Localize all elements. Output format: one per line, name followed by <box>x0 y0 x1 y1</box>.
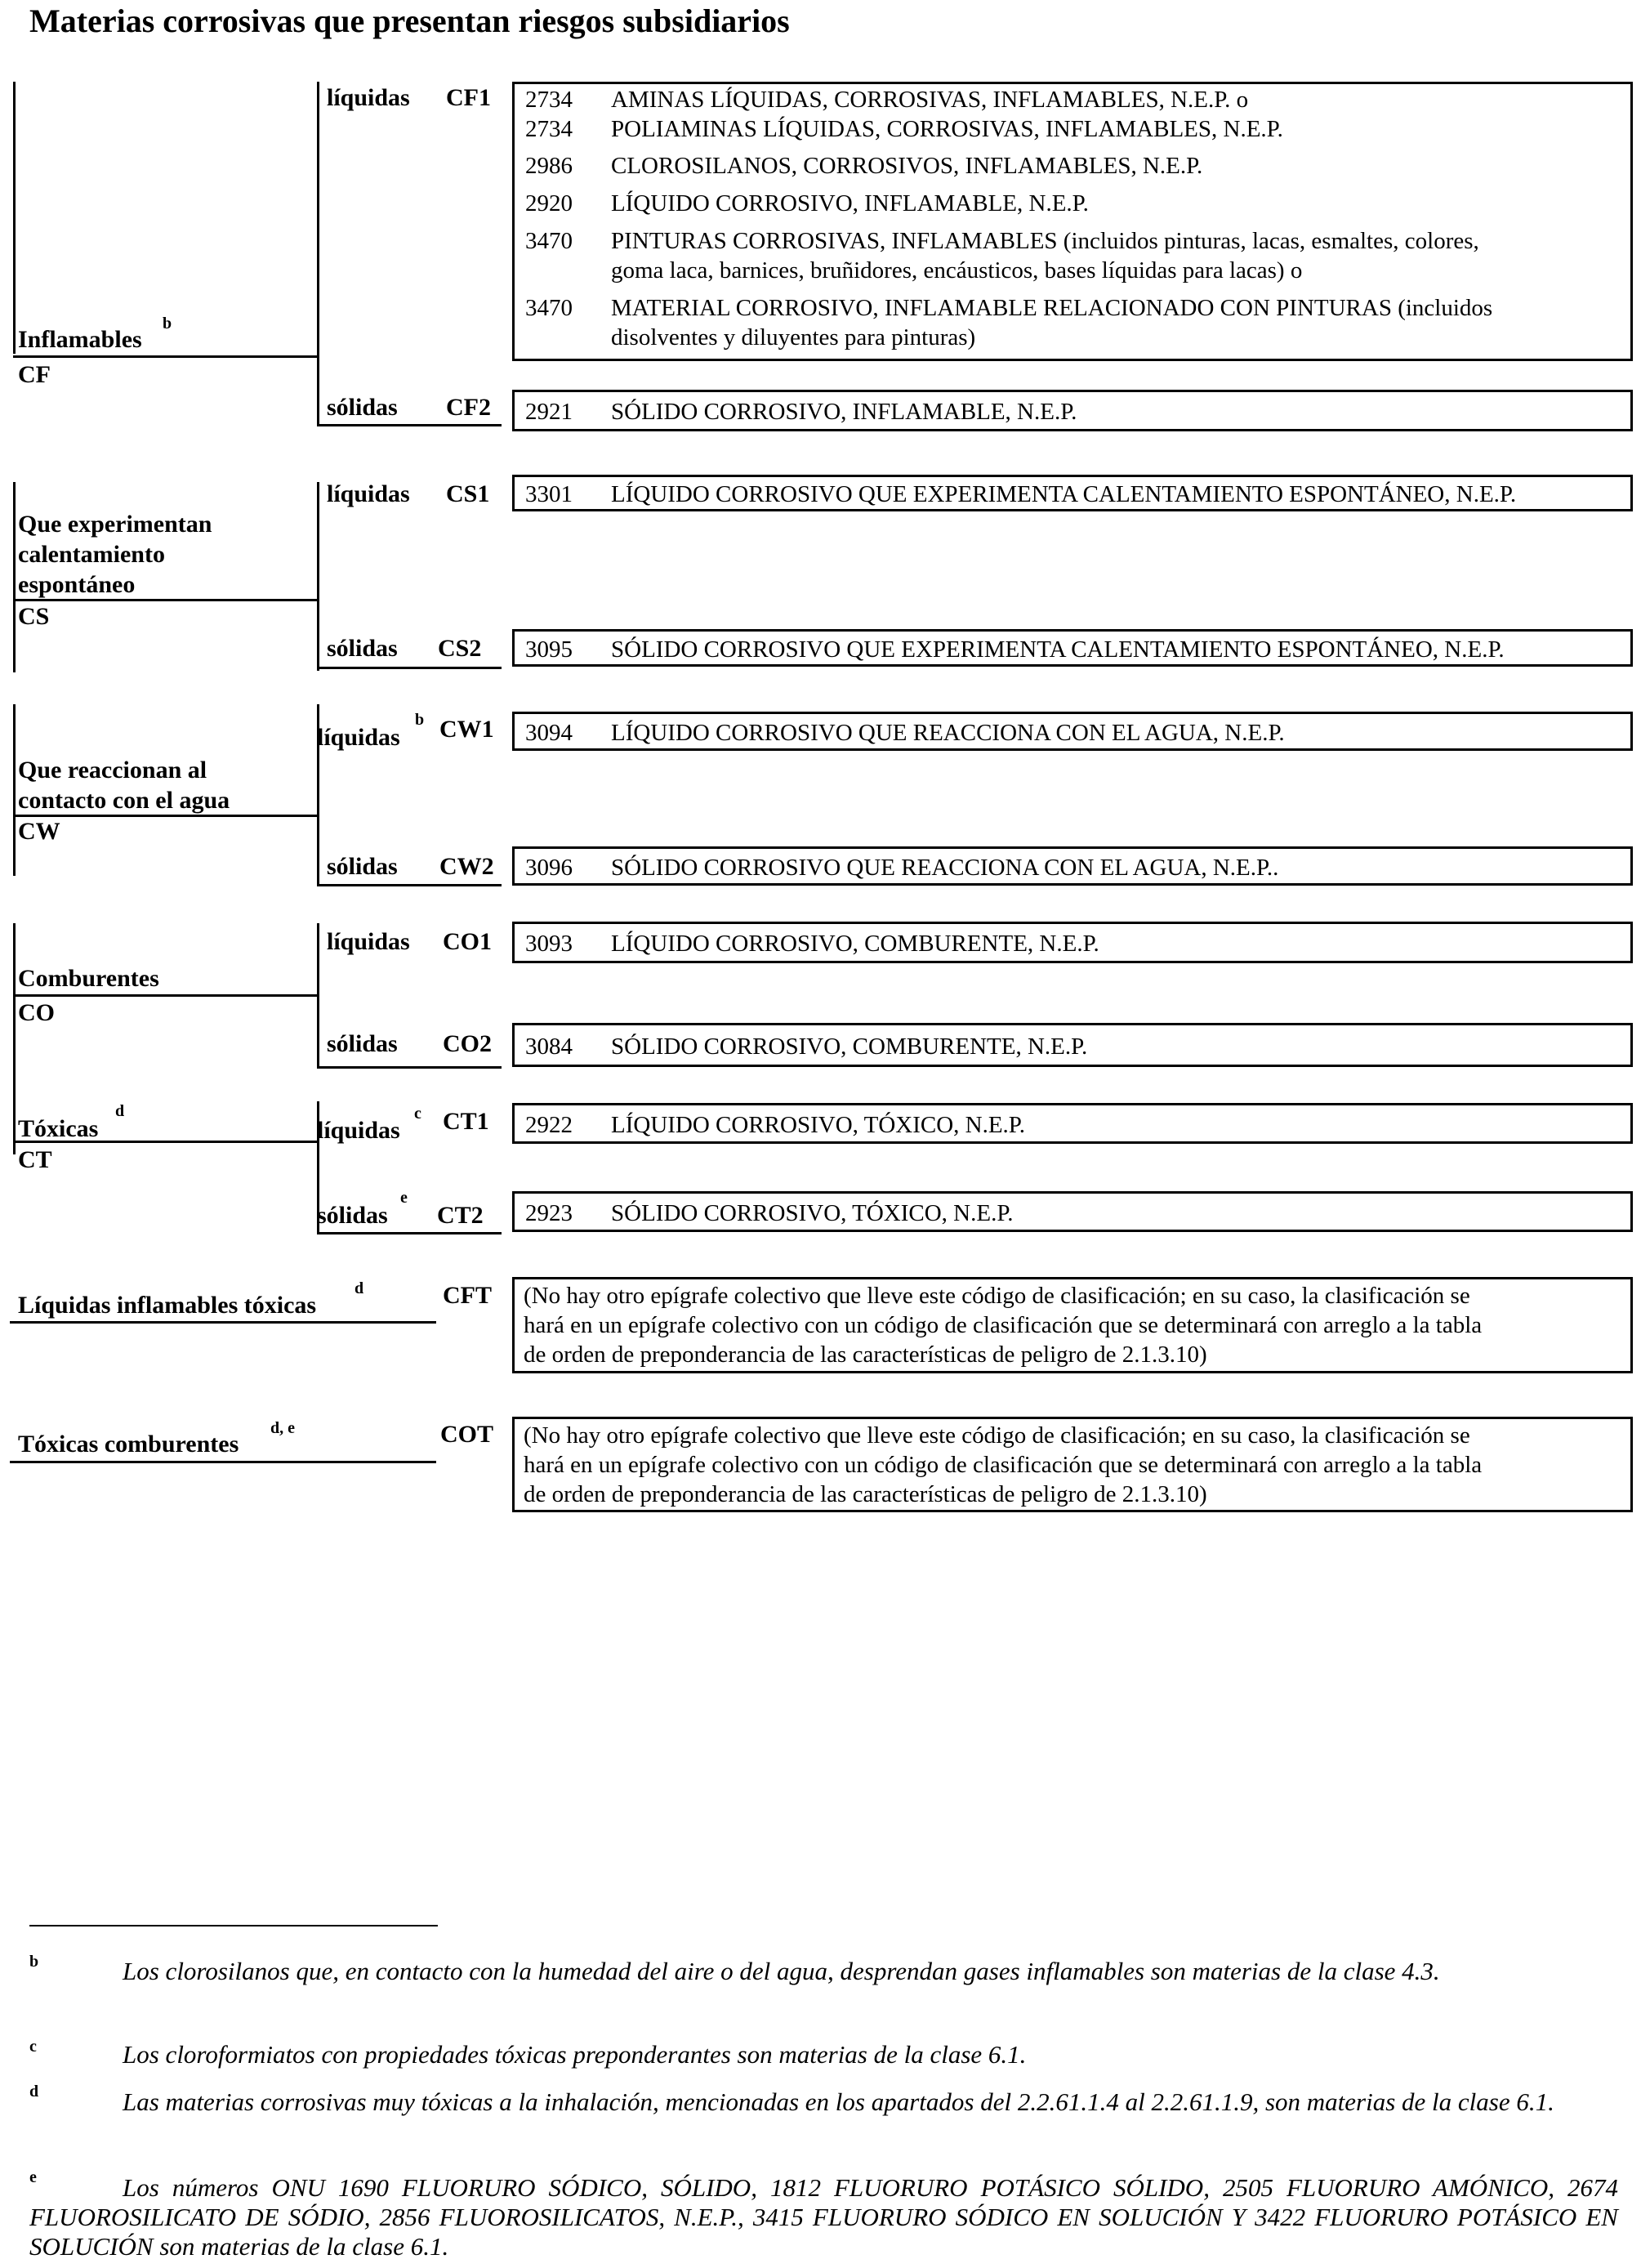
category-code: CO <box>18 999 55 1026</box>
bracket-line <box>13 923 16 1101</box>
entry-box <box>512 922 1633 963</box>
entry-box <box>512 846 1633 886</box>
footnote-text: Los clorosilanos que, en contacto con la humedad del aire o del agua, desprendan gases inflamables son materias de la clase 4.3. <box>123 1957 1440 1985</box>
state-label: sólidas <box>327 853 398 880</box>
un-number: 3096 <box>525 855 573 881</box>
un-number: 3301 <box>525 481 573 507</box>
bracket-line <box>317 482 319 671</box>
state-label: sólidas <box>327 635 398 662</box>
divider <box>317 424 502 426</box>
category-name: Líquidas inflamables tóxicas <box>18 1292 317 1319</box>
divider <box>10 1461 436 1463</box>
divider <box>13 599 319 601</box>
entry-text: PINTURAS CORROSIVAS, INFLAMABLES (incluidos pinturas, lacas, esmaltes, colores, <box>611 228 1479 254</box>
un-number: 2986 <box>525 153 573 179</box>
entry-box <box>512 712 1633 751</box>
un-number: 3095 <box>525 636 573 663</box>
state-label: sólidas <box>327 1030 398 1057</box>
un-number: 3094 <box>525 720 573 746</box>
footnote-ref: d, e <box>270 1419 295 1437</box>
un-number: 2921 <box>525 399 573 425</box>
note-box <box>512 1417 1633 1512</box>
bracket-line <box>317 82 319 426</box>
category-code: CT <box>18 1146 52 1173</box>
entry-text: AMINAS LÍQUIDAS, CORROSIVAS, INFLAMABLES, N.E.P. o <box>611 87 1249 113</box>
note-text: hará en un epígrafe colectivo con un código de clasificación que se determinará con arreglo a la tabla <box>524 1452 1483 1478</box>
footnote-ref: b <box>163 315 172 333</box>
entry-box <box>512 475 1633 511</box>
footnote-mark: d <box>29 2083 39 2101</box>
entry-text: SÓLIDO CORROSIVO QUE REACCIONA CON EL AGUA, N.E.P.. <box>611 855 1279 881</box>
group-code: CO2 <box>443 1030 492 1057</box>
group-code: CFT <box>443 1282 492 1309</box>
un-number: 2920 <box>525 190 573 217</box>
un-number: 3470 <box>525 228 573 254</box>
un-number: 2734 <box>525 87 573 113</box>
group-code: CW1 <box>439 716 494 743</box>
entry-text: SÓLIDO CORROSIVO, COMBURENTE, N.E.P. <box>611 1034 1088 1060</box>
un-number: 3084 <box>525 1034 573 1060</box>
entry-box <box>512 629 1633 667</box>
footnote-ref: b <box>415 711 425 729</box>
category-code: CS <box>18 603 50 630</box>
page-title: Materias corrosivas que presentan riesgos subsidiarios <box>29 2 790 39</box>
entry-text: SÓLIDO CORROSIVO, TÓXICO, N.E.P. <box>611 1200 1014 1226</box>
entry-text: LÍQUIDO CORROSIVO QUE EXPERIMENTA CALENTAMIENTO ESPONTÁNEO, N.E.P. <box>611 481 1517 507</box>
state-label: líquidas <box>327 928 410 955</box>
footnote-text: Los números ONU 1690 FLUORURO SÓDICO, SÓLIDO, 1812 FLUORURO POTÁSICO SÓLIDO, 2505 FLUORURO AMÓNICO, 2674 FLUOROSILICATO DE SÓDIO, 2856 FLUOROSILICATOS, N.E.P., 3415 FLUORURO SÓDICO EN SOLUCIÓN Y 3422 FLUORURO POTÁSICO EN SOLUCIÓN son materias de la clase 6.1. <box>29 2173 1618 2261</box>
entry-text: goma laca, barnices, bruñidores, encáusticos, bases líquidas para lacas) o <box>611 257 1303 284</box>
entry-text: LÍQUIDO CORROSIVO, INFLAMABLE, N.E.P. <box>611 190 1089 217</box>
state-label: líquidas <box>327 84 410 111</box>
bracket-line <box>13 482 16 672</box>
bracket-line <box>13 82 16 354</box>
entry-text: LÍQUIDO CORROSIVO, COMBURENTE, N.E.P. <box>611 931 1099 957</box>
entry-box <box>512 1191 1633 1232</box>
category-name: Tóxicas comburentes <box>18 1431 239 1458</box>
category-name: Inflamables <box>18 326 142 353</box>
category-name: Comburentes <box>18 965 159 992</box>
divider <box>13 994 319 997</box>
state-label: sólidas <box>317 1202 388 1229</box>
divider <box>10 1321 436 1324</box>
entry-text: POLIAMINAS LÍQUIDAS, CORROSIVAS, INFLAMABLES, N.E.P. <box>611 116 1283 142</box>
entry-box <box>512 1103 1633 1144</box>
note-text: (No hay otro epígrafe colectivo que lleve este código de clasificación; en su caso, la clasificación se <box>524 1422 1470 1449</box>
group-code: CF1 <box>446 84 491 111</box>
divider <box>317 1232 502 1234</box>
footnote-text: Los cloroformiatos con propiedades tóxicas preponderantes son materias de la clase 6.1. <box>123 2040 1027 2069</box>
state-label: líquidas <box>317 1117 400 1144</box>
footnote-mark: c <box>29 2038 37 2056</box>
footnote-ref: d <box>115 1102 125 1120</box>
entry-box <box>512 1023 1633 1067</box>
category-code: CF <box>18 361 51 388</box>
un-number: 2734 <box>525 116 573 142</box>
un-number: 3093 <box>525 931 573 957</box>
note-text: de orden de preponderancia de las características de peligro de 2.1.3.10) <box>524 1342 1207 1368</box>
entry-text: LÍQUIDO CORROSIVO, TÓXICO, N.E.P. <box>611 1112 1025 1138</box>
note-box <box>512 1277 1633 1373</box>
un-number: 2923 <box>525 1200 573 1226</box>
bracket-line <box>13 1101 16 1154</box>
category-code: CW <box>18 818 60 845</box>
footnote-text: Las materias corrosivas muy tóxicas a la inhalación, mencionadas en los apartados del 2.2.61.1.4 al 2.2.61.1.9, son materias de la clase 6.1. <box>123 2087 1554 2116</box>
divider <box>13 1141 319 1143</box>
footnote-mark: e <box>29 2168 37 2186</box>
group-code: CW2 <box>439 853 494 880</box>
category-name: espontáneo <box>18 571 136 598</box>
group-code: CS1 <box>446 480 490 507</box>
footnote-ref: e <box>400 1189 408 1207</box>
entry-text: LÍQUIDO CORROSIVO QUE REACCIONA CON EL AGUA, N.E.P. <box>611 720 1285 746</box>
entry-text: CLOROSILANOS, CORROSIVOS, INFLAMABLES, N.E.P. <box>611 153 1203 179</box>
group-code: CT1 <box>443 1108 489 1135</box>
entry-text: disolventes y diluyentes para pinturas) <box>611 324 976 350</box>
group-code: CT2 <box>437 1202 484 1229</box>
category-name: Que experimentan <box>18 511 212 538</box>
footnote-separator <box>29 1925 438 1926</box>
un-number: 2922 <box>525 1112 573 1138</box>
group-code: CF2 <box>446 394 491 421</box>
group-code: CS2 <box>438 635 482 662</box>
note-text: hará en un epígrafe colectivo con un código de clasificación que se determinará con arreglo a la tabla <box>524 1312 1483 1338</box>
divider <box>317 1066 502 1069</box>
group-code: COT <box>440 1421 494 1448</box>
bracket-line <box>317 923 319 1069</box>
category-name: calentamiento <box>18 541 165 568</box>
entry-box <box>512 82 1633 361</box>
group-code: CO1 <box>443 928 492 955</box>
category-name: Que reaccionan al <box>18 757 207 784</box>
footnote-mark: b <box>29 1953 39 1971</box>
state-label: líquidas <box>317 724 400 751</box>
state-label: sólidas <box>327 394 398 421</box>
divider <box>317 884 502 886</box>
divider <box>317 667 502 669</box>
note-text: de orden de preponderancia de las características de peligro de 2.1.3.10) <box>524 1481 1207 1507</box>
category-name: Tóxicas <box>18 1115 99 1142</box>
un-number: 3470 <box>525 295 573 321</box>
category-name: contacto con el agua <box>18 787 230 814</box>
divider <box>13 355 319 358</box>
entry-text: MATERIAL CORROSIVO, INFLAMABLE RELACIONADO CON PINTURAS (incluidos <box>611 295 1493 321</box>
bracket-line <box>13 704 16 876</box>
entry-text: SÓLIDO CORROSIVO QUE EXPERIMENTA CALENTAMIENTO ESPONTÁNEO, N.E.P. <box>611 636 1505 663</box>
footnote-ref: d <box>355 1279 364 1297</box>
footnote-ref: c <box>414 1105 421 1123</box>
entry-text: SÓLIDO CORROSIVO, INFLAMABLE, N.E.P. <box>611 399 1077 425</box>
note-text: (No hay otro epígrafe colectivo que lleve este código de clasificación; en su caso, la clasificación se <box>524 1283 1470 1309</box>
entry-box <box>512 390 1633 431</box>
state-label: líquidas <box>327 480 410 507</box>
